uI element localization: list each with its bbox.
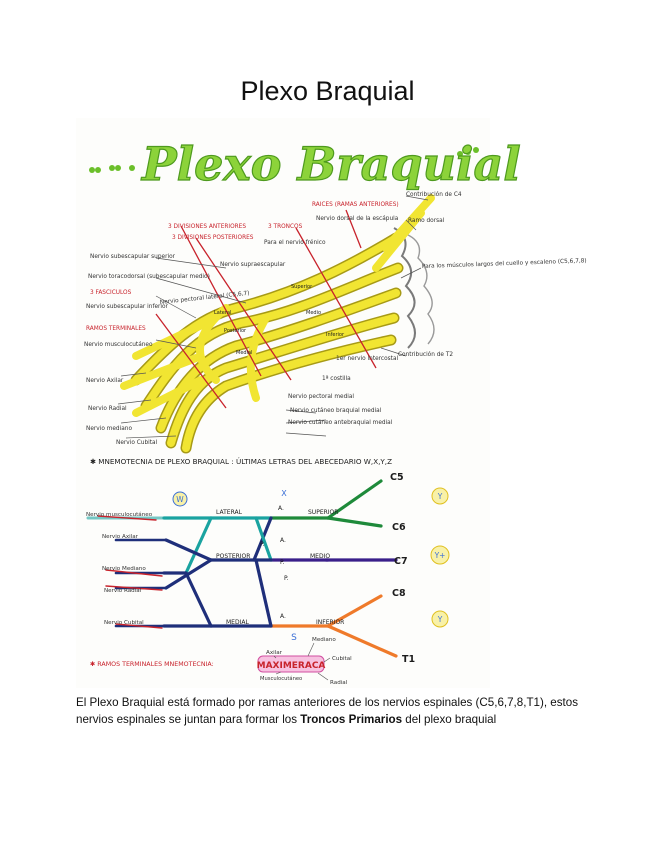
label-nervio-dorsal-escapula: Nervio dorsal de la escápula <box>316 216 399 222</box>
label-cubital: Nervio Cubital <box>116 440 158 446</box>
terminal-cubital: Cubital <box>332 656 352 662</box>
division-mark-3: P. <box>260 541 265 548</box>
mnemonic-line: ✱ MNEMOTECNIA DE PLEXO BRAQUIAL : ÚLTIMAS LETRAS DEL ABECEDARIO W,X,Y,Z <box>90 457 392 466</box>
terminal-branches-mnemonic <box>90 637 352 686</box>
division-mark-4: P. <box>280 559 285 566</box>
label-para-musculos: Para los músculos largos del cuello y escaleno (C5,6,7,8) <box>421 258 587 270</box>
terminal-radial: Radial <box>330 680 348 686</box>
trunk-inferior: INFERIOR <box>316 619 345 626</box>
label-supraescapular: Nervio supraescapular <box>220 262 286 268</box>
label-toracodorsal: Nervio toracodorsal (subescapular medio) <box>88 274 210 280</box>
label-pectoral-medial: Nervio pectoral medial <box>288 394 355 400</box>
root-c6: C6 <box>392 522 406 533</box>
label-troncos: 3 TRONCOS <box>268 224 303 230</box>
brachial-plexus-figure <box>76 118 587 688</box>
left-nerve-musculocutaneo: Nervio musculocutáneo <box>86 512 153 518</box>
left-nerve-radial: Nervio Radial <box>104 588 142 594</box>
cord-lateral: LATERAL <box>216 509 242 516</box>
label-contribucion-t2: Contribución de T2 <box>398 352 454 358</box>
mnemonic-word: MAXIMERACA <box>256 661 326 671</box>
cord-medial: MEDIAL <box>226 619 249 626</box>
label-pectoral-lateral: Nervio pectoral lateral (C5,6,7) <box>159 290 250 306</box>
ramos-terminales-label: ✱ RAMOS TERMINALES MNEMOTECNIA: <box>90 661 214 668</box>
body-paragraph <box>76 694 596 728</box>
label-contribucion-c4: Contribución de C4 <box>406 192 462 198</box>
root-c8: C8 <box>392 588 406 599</box>
label-trunk-inferior: Inferior <box>326 332 345 338</box>
label-nervio-frenico: Para el nervio frénico <box>264 240 326 246</box>
left-nerve-mediano: Nervio Mediano <box>102 566 146 572</box>
left-nerve-axilar: Nervio Axilar <box>102 534 138 540</box>
division-mark-5: P. <box>284 575 289 582</box>
label-primer-intercostal: 1er nervio intercostal <box>336 356 399 362</box>
label-primera-costilla: 1ª costilla <box>322 376 351 382</box>
anatomy-sketch <box>84 191 587 448</box>
label-axilar: Nervio Axilar <box>86 378 124 384</box>
trunk-superior: SUPERIOR <box>308 509 339 516</box>
label-cutaneo-antebraquial-medial: Nervio cutáneo antebraquial medial <box>288 420 393 426</box>
label-raices: RAICES (RAMAS ANTERIORES) <box>312 202 399 208</box>
cord-posterior: POSTERIOR <box>216 553 251 560</box>
label-cutaneo-braquial-medial: Nervio cutáneo braquial medial <box>290 408 382 414</box>
label-fasciculos: 3 FASCICULOS <box>90 290 132 296</box>
label-mediano: Nervio mediano <box>86 426 132 432</box>
label-cord-posterior: Posterior <box>224 328 247 334</box>
division-mark-6: A. <box>280 613 286 620</box>
terminal-axilar: Axilar <box>266 650 282 656</box>
figure-svg <box>76 118 587 688</box>
root-t1: T1 <box>402 654 416 665</box>
label-divisiones-anteriores: 3 DIVISIONES ANTERIORES <box>168 224 247 230</box>
paragraph-bold-troncos: Troncos Primarios <box>300 713 403 726</box>
terminal-mediano: Mediano <box>312 637 336 643</box>
letter-s: S <box>291 633 297 643</box>
letter-x: X <box>281 489 287 498</box>
terminal-musculocutaneo: Musculocutáneo <box>260 676 303 682</box>
circle-letter-w: W <box>176 495 184 504</box>
label-ramo-dorsal: Ramo dorsal <box>408 218 445 224</box>
label-ramos-terminales: RAMOS TERMINALES <box>86 326 146 332</box>
drawing-title: Plexo Braquial <box>142 137 521 191</box>
paragraph-part1: El Plexo Braquial está formado por ramas anteriores de los nervios espinales (C5,6,7,8,T1), estos nervios espinales se juntan para formar los <box>76 696 578 726</box>
page-title: Plexo Braquial <box>240 76 415 106</box>
label-radial: Nervio Radial <box>88 406 127 412</box>
label-subescapular-inferior: Nervio subescapular inferior <box>86 304 168 310</box>
left-nerve-cubital: Nervio Cubital <box>104 620 144 626</box>
label-cord-lateral: Lateral <box>214 310 232 316</box>
label-trunk-superior: Superior <box>291 284 313 290</box>
root-c7: C7 <box>394 556 408 567</box>
label-musculocutaneo: Nervio musculocutáneo <box>84 342 153 348</box>
label-divisiones-posteriores: 3 DIVISIONES POSTERIORES <box>172 235 254 241</box>
root-c5: C5 <box>390 472 404 483</box>
circle-letter-y3: Y <box>437 615 443 624</box>
label-cord-medial: Medial <box>236 350 253 356</box>
circle-letter-y1: Y <box>437 492 443 501</box>
circle-letter-y2: Y+ <box>434 551 446 560</box>
paragraph-part2: del plexo braquial <box>402 713 497 726</box>
division-mark-2: A. <box>280 537 286 544</box>
trunk-medio: MEDIO <box>310 553 331 560</box>
label-subescapular-superior: Nervio subescapular superior <box>90 254 176 260</box>
label-trunk-medio: Medio <box>306 310 322 316</box>
division-mark-1: A. <box>278 505 284 512</box>
